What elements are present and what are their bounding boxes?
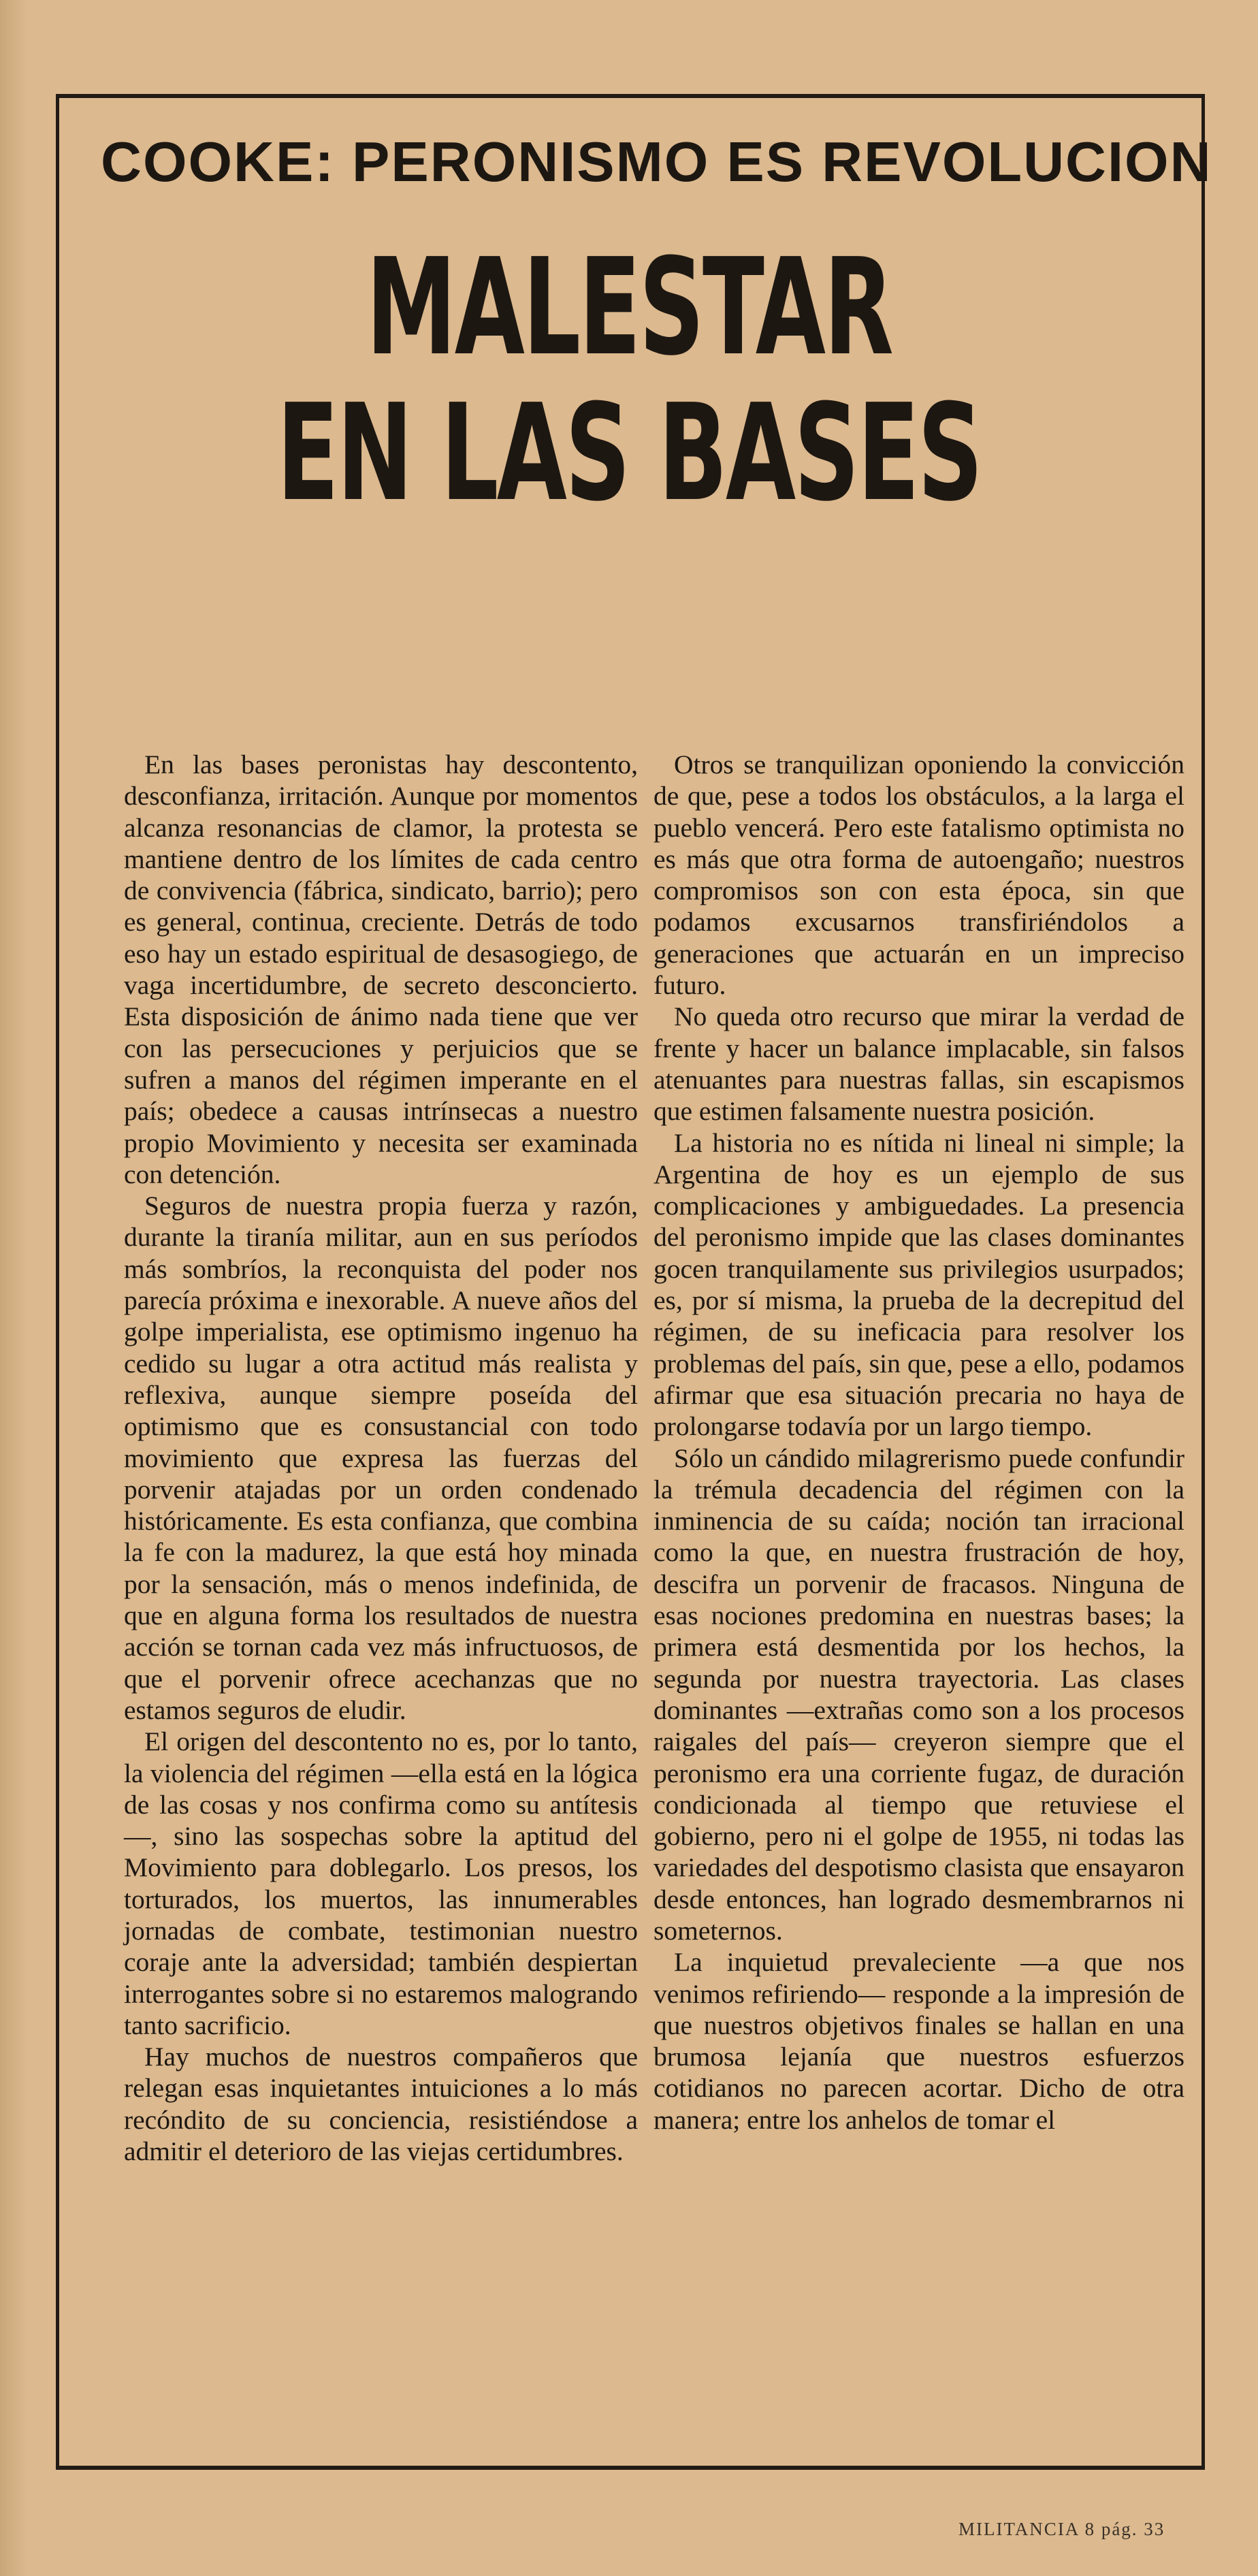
paragraph: Seguros de nuestra propia fuerza y razón, durante la tiranía militar, aun en sus períodos más sombríos, la reconquista del poder nos parecía próxima e inexorable. A nueve años del golpe imperialista, ese optimismo ingenuo ha cedido su lugar a otra actitud más realista y reflexiva, aunque siempre poseída del optimismo que es consustancial con todo movimiento que expresa las fuerzas del porvenir atajadas por un orden condenado históricamente. Es esta confianza, que combina la fe con la madurez, la que está hoy minada por la sensación, más o menos indefinida, de que en alguna forma los resultados de nuestra acción se tornan cada vez más infructuosos, de que el porvenir ofrece acechanzas que no estamos seguros de eludir. <box>124 1191 638 1725</box>
paragraph: La historia no es nítida ni lineal ni simple; la Argentina de hoy es un ejemplo de sus complicaciones y ambiguedades. La presencia del peronismo impide que las clases dominantes gocen tranquilamente sus privilegios usurpados; es, por sí misma, la prueba de la decrepitud del régimen, de su ineficacia para resolver los problemas del país, sin que, pese a ello, podamos afirmar que esa situación precaria no haya de prolongarse todavía por un largo tiempo. <box>654 1127 1184 1442</box>
paragraph: Hay muchos de nuestros compañeros que relegan esas inquietantes intuiciones a lo más recóndito de su conciencia, resistiéndose a admitir el deterioro de las viejas certidumbres. <box>124 2042 638 2167</box>
headline-line-2: EN LAS BASES <box>276 376 982 531</box>
left-column <box>124 749 638 2167</box>
paper-edge <box>0 0 27 2576</box>
paragraph: No queda otro recurso que mirar la verdad de frente y hacer un balance implacable, sin falsos atenuantes para nuestras fallas, sin escapismos que estimen falsamente nuestra posición. <box>654 1001 1184 1127</box>
right-column <box>654 749 1184 2136</box>
paragraph: La inquietud prevaleciente —a que nos venimos refiriendo— responde a la impresión de que nuestros objetivos finales se hallan en una brumosa lejanía que nuestros esfuerzos cotidianos no parecen acortar. Dicho de otra manera; entre los anhelos de tomar el <box>654 1947 1184 2135</box>
page-footer: MILITANCIA 8 pág. 33 <box>958 2519 1165 2539</box>
paragraph: El origen del descontento no es, por lo tanto, la violencia del régimen —ella está en la lógica de las cosas y nos confirma como su antítesis—, sino las sospechas sobre la aptitud del Movimiento para doblegarlo. Los presos, los torturados, los muertos, las innumerables jornadas de combate, testimonian nuestro coraje ante la adversidad; también despiertan interrogantes sobre si no estaremos malogrando tanto sacrificio. <box>124 1726 638 2040</box>
article-headline <box>201 230 1057 531</box>
paragraph: En las bases peronistas hay descontento, desconfianza, irritación. Aunque por momentos alcanza resonancias de clamor, la protesta se mantiene dentro de los límites de cada centro de convivencia (fábrica, sindicato, barrio); pero es general, continua, creciente. Detrás de todo eso hay un estado espiritual de desasogiego, de vaga incertidumbre, de secreto desconcierto. Esta disposición de ánimo nada tiene que ver con las persecuciones y perjuicios que se sufren a manos del régimen imperante en el país; obedece a causas intrínsecas a nuestro propio Movimiento y necesita ser examinada con detención. <box>124 750 638 1189</box>
headline-line-1: MALESTAR <box>366 230 892 385</box>
article-kicker: COOKE: PERONISMO ES REVOLUCION <box>101 130 1212 193</box>
paragraph: Sólo un cándido milagrerismo puede confundir la trémula decadencia del régimen con la inminencia de su caída; noción tan irracional como la que, en nuestra frustración de hoy, descifra un porvenir de fracasos. Ninguna de esas nociones predomina en nuestras bases; la primera está desmentida por los hechos, la segunda por nuestra trayectoria. Las clases dominantes —extrañas como son a los procesos raigales del país— creyeron siempre que el peronismo era una corriente fugaz, de duración condicionada al tiempo que retuviese el gobierno, pero ni el golpe de 1955, ni todas las variedades del despotismo clasista que ensayaron desde entonces, han logrado desmembrarnos ni someternos. <box>654 1443 1184 1946</box>
paragraph: Otros se tranquilizan oponiendo la convicción de que, pese a todos los obstáculos, a la larga el pueblo vencerá. Pero este fatalismo optimista no es más que otra forma de autoengaño; nuestros compromisos son con esta época, sin que podamos excusarnos transfiriéndolos a generaciones que actuarán en un impreciso futuro. <box>654 750 1184 1001</box>
